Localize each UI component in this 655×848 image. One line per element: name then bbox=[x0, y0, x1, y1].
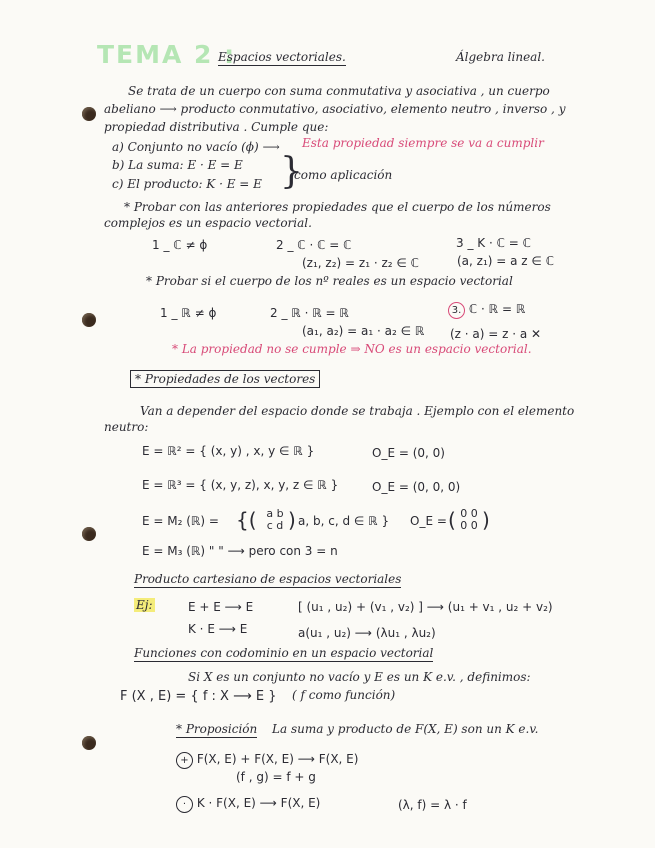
dot-circle-icon: · bbox=[176, 796, 193, 813]
matrix-row: 0 0 bbox=[460, 507, 478, 520]
page-title: TEMA 2 : bbox=[97, 40, 237, 69]
page-subtitle: Espacios vectoriales. bbox=[218, 50, 346, 64]
complex-prompt-1: * Probar con las anteriores propiedades que el cuerpo de los números bbox=[124, 200, 551, 214]
product-line: K · F(X, E) ⟶ F(X, E) bbox=[196, 796, 321, 810]
cartesian-row-2b: a(u₁ , u₂) ⟶ (λu₁ , λu₂) bbox=[298, 626, 436, 640]
sum-operation bbox=[176, 752, 358, 769]
reals-prop-3-text: ℂ · ℝ = ℝ bbox=[468, 302, 526, 316]
complex-prop-3b: (a, z₁) = a z ∈ ℂ bbox=[457, 254, 555, 268]
property-c: c) El producto: K · E = E bbox=[112, 177, 262, 191]
property-a: a) Conjunto no vacío (ϕ) ⟶ bbox=[112, 140, 280, 154]
cartesian-heading: Producto cartesiano de espacios vectoriales bbox=[134, 572, 402, 586]
product-subline: (λ, f) = λ · f bbox=[398, 798, 467, 812]
property-a-note: Esta propiedad siempre se va a cumplir bbox=[302, 136, 544, 150]
cartesian-row-1b: [ (u₁ , u₂) + (v₁ , v₂) ] ⟶ (u₁ + v₁ , u₂ + v₂) bbox=[298, 600, 553, 614]
intro-line-2: abeliano ⟶ producto conmutativo, asociativo, elemento neutro , inverso , y bbox=[104, 102, 566, 116]
functions-line-1: Si X es un conjunto no vacío y E es un K e.v. , definimos: bbox=[188, 670, 531, 684]
sum-line: F(X, E) + F(X, E) ⟶ F(X, E) bbox=[196, 752, 359, 766]
complex-prop-2b: (z₁, z₂) = z₁ · z₂ ∈ ℂ bbox=[302, 256, 420, 270]
binder-hole bbox=[82, 527, 96, 541]
set-m2-open: {( bbox=[236, 508, 257, 532]
cartesian-row-1a: E + E ⟶ E bbox=[188, 600, 254, 614]
intro-line-1: Se trata de un cuerpo con suma conmutativa y asociativa , un cuerpo bbox=[128, 84, 550, 98]
cartesian-row-2a: K · E ⟶ E bbox=[188, 622, 248, 636]
proposition-text: La suma y producto de F(X, E) son un K e.v. bbox=[272, 722, 539, 736]
example-label-text: Ej: bbox=[136, 598, 153, 612]
complex-prop-3: 3 _ K · ℂ = ℂ bbox=[456, 236, 532, 250]
course-name: Álgebra lineal. bbox=[456, 50, 545, 64]
sum-subline: (f , g) = f + g bbox=[236, 770, 316, 784]
binder-hole bbox=[82, 736, 96, 750]
set-m2-close-paren: ) bbox=[288, 508, 296, 532]
matrix-abcd bbox=[262, 508, 288, 532]
set-m2-tail: a, b, c, d ∈ ℝ } bbox=[298, 514, 390, 528]
reals-prop-3-number: 3. bbox=[448, 302, 465, 319]
product-operation bbox=[176, 796, 320, 813]
intro-line-3: propiedad distributiva . Cumple que: bbox=[104, 120, 329, 134]
set-m3: E = M₃ (ℝ) " " ⟶ pero con 3 = n bbox=[142, 544, 338, 558]
example-label bbox=[134, 598, 155, 612]
reals-prop-2b: (a₁, a₂) = a₁ · a₂ ∈ ℝ bbox=[302, 324, 425, 338]
reals-prompt: * Probar si el cuerpo de los nº reales es un espacio vectorial bbox=[146, 274, 513, 288]
reals-conclusion: * La propiedad no se cumple ⇒ NO es un espacio vectorial. bbox=[172, 342, 532, 356]
vectors-heading: * Propiedades de los vectores bbox=[130, 370, 320, 388]
functions-definition: F (X , E) = { f : X ⟶ E } bbox=[120, 689, 277, 704]
complex-prompt-2: complejos es un espacio vectorial. bbox=[104, 216, 312, 230]
complex-prop-1: 1 _ ℂ ≠ ϕ bbox=[152, 238, 208, 252]
reals-prop-3b: (z · a) = z · a ✕ bbox=[450, 327, 542, 341]
zero-r2: O_E = (0, 0) bbox=[372, 446, 445, 460]
brace-note: como aplicación bbox=[294, 168, 393, 182]
reals-prop-1: 1 _ ℝ ≠ ϕ bbox=[160, 306, 217, 320]
zero-r3: O_E = (0, 0, 0) bbox=[372, 480, 461, 494]
set-m2-left: E = M₂ (ℝ) = bbox=[142, 514, 219, 528]
proposition-label: * Proposición bbox=[176, 722, 258, 736]
matrix-zero bbox=[456, 508, 482, 532]
set-r3: E = ℝ³ = { (x, y, z), x, y, z ∈ ℝ } bbox=[142, 478, 339, 492]
matrix-row: a b bbox=[266, 507, 284, 520]
functions-definition-note: ( f como función) bbox=[292, 688, 396, 702]
reals-prop-3 bbox=[448, 302, 525, 319]
complex-prop-2: 2 _ ℂ · ℂ = ℂ bbox=[276, 238, 352, 252]
binder-hole bbox=[82, 107, 96, 121]
vectors-line-1: Van a depender del espacio donde se trabaja . Ejemplo con el elemento bbox=[140, 404, 575, 418]
zero-m2-open: ( bbox=[448, 508, 456, 532]
brace-symbol: } bbox=[280, 151, 303, 192]
functions-heading: Funciones con codominio en un espacio vectorial bbox=[134, 646, 434, 660]
binder-hole bbox=[82, 313, 96, 327]
reals-prop-2: 2 _ ℝ · ℝ = ℝ bbox=[270, 306, 349, 320]
matrix-row: c d bbox=[266, 519, 284, 532]
plus-circle-icon: + bbox=[176, 752, 193, 769]
zero-m2-close: ) bbox=[482, 508, 490, 532]
property-b: b) La suma: E · E = E bbox=[112, 158, 243, 172]
matrix-row: 0 0 bbox=[460, 519, 478, 532]
vectors-line-2: neutro: bbox=[104, 420, 149, 434]
set-r2: E = ℝ² = { (x, y) , x, y ∈ ℝ } bbox=[142, 444, 315, 458]
zero-m2: O_E = bbox=[410, 514, 447, 528]
